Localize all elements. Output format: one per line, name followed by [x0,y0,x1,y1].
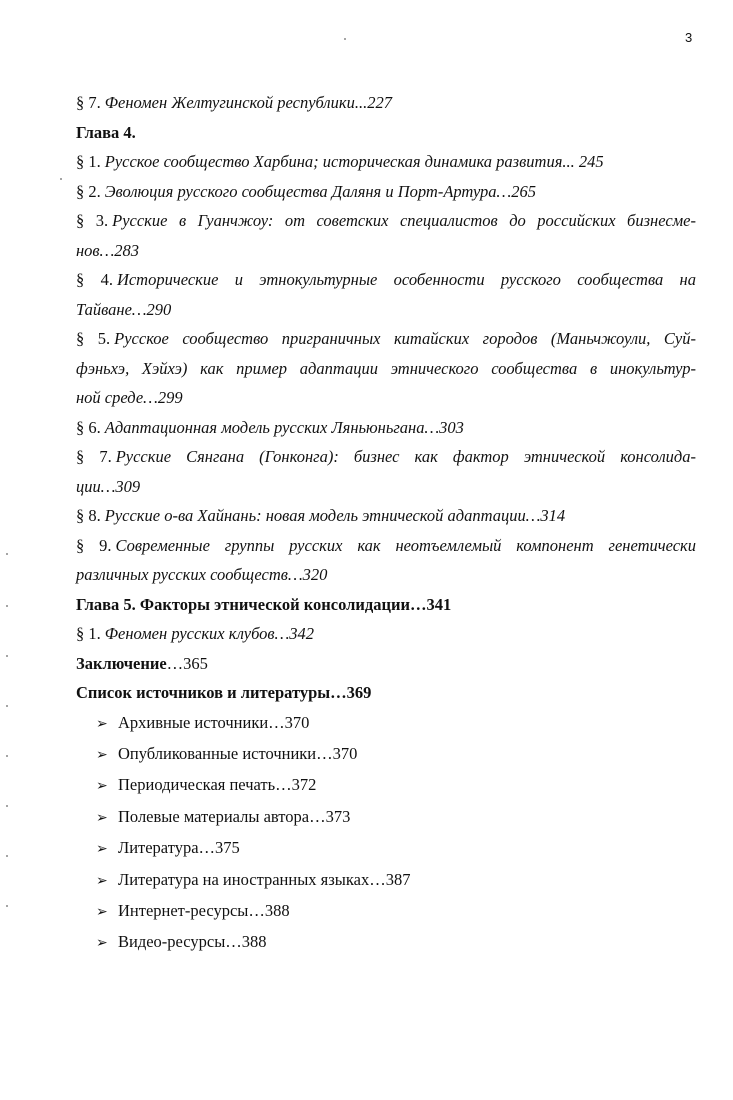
scan-speck [6,655,8,657]
section-number: § 9. [76,535,112,555]
section-number: § 2. [76,181,101,201]
entry-page: …283 [99,240,140,260]
scan-speck [344,38,346,40]
scan-speck [6,553,8,555]
entry-page: ...227 [354,93,392,112]
arrow-bullet-icon: ➢ [96,904,108,920]
arrow-bullet-icon: ➢ [96,936,108,952]
toc-entry-line [76,265,696,295]
toc-entry [76,147,696,177]
entry-title: Русские о-ва Хайнань: новая модель этнической адаптации [104,506,526,525]
entry-page: ... 245 [562,152,604,171]
entry-title-cont: фэньхэ, Хэйхэ) как пример адаптации этнического сообщества в инокультур- [76,358,696,378]
conclusion-entry [76,649,696,679]
toc-entry [76,501,696,531]
section-number: § 1. [76,152,101,171]
list-item: ➢ Литература…375 [76,833,696,864]
section-number: § 7. [76,447,112,466]
entry-title-cont: различных русских сообществ [76,565,288,584]
entry-title: Исторические и этнокультурные особенности русского сообщества на [116,270,696,289]
toc-entry-line [76,354,696,384]
toc-entry-line [76,295,696,325]
scan-speck [6,705,8,707]
entry-page: …265 [496,181,536,201]
list-item: ➢ Опубликованные источники…370 [76,739,696,770]
arrow-bullet-icon: ➢ [96,716,108,732]
list-item: ➢ Интернет-ресурсы…388 [76,896,696,927]
chapter-heading: Заключение [76,653,167,673]
arrow-bullet-icon: ➢ [96,779,108,795]
toc-entry-line [76,531,696,561]
toc-entry [76,177,696,207]
section-number: § 1. [76,624,101,643]
entry-page: …309 [100,476,141,496]
table-of-contents [76,88,696,959]
arrow-bullet-icon: ➢ [96,842,108,858]
entry-page: …365 [166,653,208,673]
entry-title-cont: Тайване [76,299,132,319]
entry-page: …290 [131,299,172,319]
arrow-bullet-icon: ➢ [96,810,108,826]
chapter-heading: Глава 4. [76,122,136,142]
chapter-heading: Список источников и литературы…369 [76,683,372,702]
toc-entry-line [76,236,696,266]
chapter-heading: Глава 5. Факторы этнической консолидации…341 [76,594,452,614]
toc-entry-line [76,442,696,472]
scan-speck [60,178,62,180]
entry-title-cont: нов [76,240,100,260]
entry-title: Русские Сянгана (Гонконга): бизнес как фактор этнической консолида- [115,447,697,466]
toc-entry-line [76,472,696,502]
list-item: ➢ Полевые материалы автора…373 [76,802,696,833]
section-number: § 5. [76,329,111,348]
section-number: § 6. [76,417,101,437]
scan-speck [6,805,8,807]
entry-title: Адаптационная модель русских Ляньюньгана [104,417,425,437]
entry-title: Феномен русских клубов [104,624,275,643]
toc-entry-line [76,560,696,590]
scan-speck [6,855,8,857]
entry-page: …314 [525,506,566,525]
section-number: § 3. [76,211,109,230]
toc-entry [76,413,696,443]
toc-entry-line [76,383,696,413]
entry-page: …303 [424,417,464,437]
section-number: § 7. [76,93,101,112]
arrow-bullet-icon: ➢ [96,873,108,889]
section-number: § 4. [76,270,113,289]
toc-entry-line [76,324,696,354]
toc-entry [76,619,696,649]
entry-title-cont: ции [76,476,101,496]
entry-page: …342 [274,624,314,643]
entry-title: Русское сообщество приграничных китайских городов (Маньчжоули, Суй- [114,329,697,348]
list-item: ➢ Периодическая печать…372 [76,770,696,801]
entry-title: Русские в Гуанчжоу: от советских специалистов до российских бизнесме- [112,211,697,230]
scan-speck [6,605,8,607]
page-number: 3 [685,30,693,45]
entry-title-cont: ной среде [76,388,144,407]
list-item: ➢ Видео-ресурсы…388 [76,927,696,958]
sources-list [76,708,696,959]
toc-entry [76,88,696,118]
entry-title: Эволюция русского сообщества Даляня и Порт-Артура [104,181,497,201]
scan-speck [6,905,8,907]
entry-title: Феномен Желтугинской республики [104,93,355,112]
scan-speck [6,755,8,757]
entry-page: …320 [287,565,328,584]
section-number: § 8. [76,506,101,525]
arrow-bullet-icon: ➢ [96,747,108,763]
toc-entry-line [76,206,696,236]
entry-title: Современные группы русских как неотъемлемый компонент генетически [115,535,697,555]
entry-page: …299 [143,388,183,407]
list-item: ➢ Архивные источники…370 [76,708,696,739]
list-item: ➢ Литература на иностранных языках…387 [76,865,696,896]
entry-title: Русское сообщество Харбина; историческая динамика развития [104,152,563,171]
